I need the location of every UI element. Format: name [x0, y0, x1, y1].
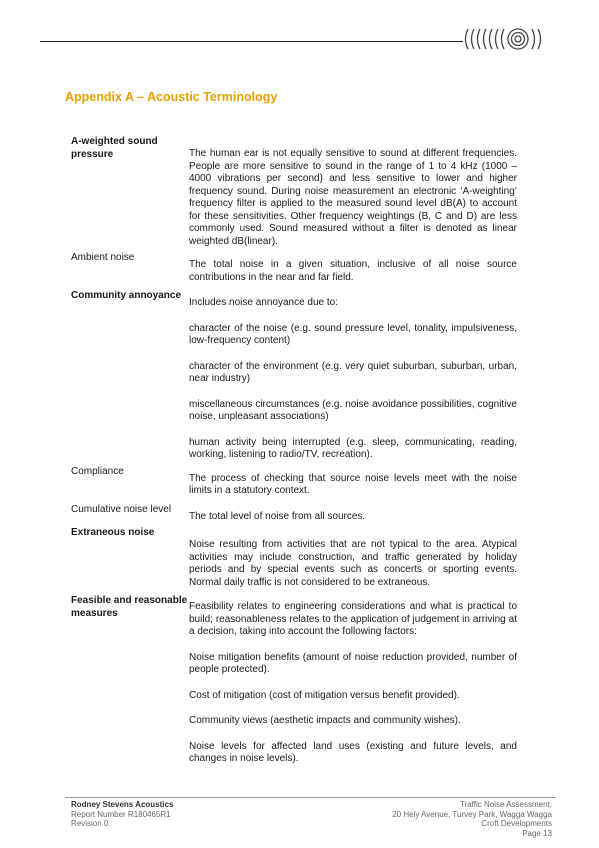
- definition-paragraph: human activity being interrupted (e.g. sleep, communicating, reading, working, listening to radio/TV, recreation).: [189, 436, 517, 460]
- terminology-entry: [71, 252, 517, 284]
- terminology-entry: [71, 290, 517, 462]
- footer-report-number: Report Number R180465R1: [71, 809, 171, 819]
- footer-client: Croft Developments: [481, 819, 552, 829]
- definition-paragraph: Noise resulting from activities that are not typical to the area. Atypical activities may include construction, and traffic generated by holiday periods and by special events such as concerts or sporting events. Normal daily traffic is not considered to be extraneous.: [189, 539, 517, 588]
- term: Compliance: [71, 465, 124, 477]
- definition: [189, 136, 517, 248]
- definition: [189, 466, 517, 498]
- definition-paragraph: miscellaneous circumstances (e.g. noise avoidance possibilities, cognitive noise, unpleasant associations): [189, 398, 517, 422]
- definition: [189, 527, 517, 589]
- term: Feasible and reasonable measures: [71, 595, 188, 619]
- footer-page-number: Page 13: [522, 828, 552, 838]
- definition-paragraph: character of the environment (e.g. very quiet suburban, suburban, urban, near industry): [189, 360, 517, 384]
- definition-paragraph: Includes noise annoyance due to:: [189, 297, 338, 308]
- terminology-list: [71, 136, 517, 766]
- footer-company: Rodney Stevens Acoustics: [71, 800, 174, 809]
- definition-paragraph: Feasibility relates to engineering considerations and what is practical to build; reasonableness relates to the application of judgement in arriving at a decision, taking into account the following factors:: [189, 601, 517, 637]
- definition: [189, 504, 517, 524]
- definition: [189, 252, 517, 284]
- terminology-entry: [71, 595, 517, 766]
- footer-revision: Revision 0: [71, 819, 109, 829]
- definition-paragraph: character of the noise (e.g. sound pressure level, tonality, impulsiveness, low-frequency content): [189, 322, 517, 346]
- term: Ambient noise: [71, 252, 135, 263]
- term: A-weighted sound pressure: [71, 136, 158, 160]
- definition-paragraph: Community views (aesthetic impacts and community wishes).: [189, 715, 461, 726]
- definition: [189, 290, 517, 462]
- footer-left: [71, 800, 173, 829]
- term: Cumulative noise level: [71, 503, 172, 515]
- definition-paragraph: The total level of noise from all sources.: [189, 510, 366, 522]
- definition-paragraph: Noise mitigation benefits (amount of noise reduction provided, number of people protected).: [189, 651, 517, 675]
- sound-waves-logo-icon: [460, 24, 546, 54]
- terminology-entry: [71, 527, 517, 589]
- footer-rule: [65, 797, 556, 798]
- definition-paragraph: The process of checking that source noise levels meet with the noise limits in a statutory context.: [189, 472, 517, 496]
- definition: [189, 595, 517, 766]
- footer-address: 20 Hely Avenue, Turvey Park, Wagga Wagga: [392, 809, 552, 819]
- terminology-entry: [71, 504, 517, 524]
- appendix-title: Appendix A – Acoustic Terminology: [65, 90, 278, 104]
- definition-paragraph: Cost of mitigation (cost of mitigation versus benefit provided).: [189, 689, 460, 701]
- term: Community annoyance: [71, 290, 182, 301]
- footer-right: [392, 800, 552, 838]
- terminology-entry: [71, 136, 517, 248]
- footer-doc-title: Traffic Noise Assessment,: [459, 800, 552, 809]
- term: Extraneous noise: [71, 527, 155, 538]
- header-rule: [40, 41, 463, 42]
- definition-paragraph: The total noise in a given situation, inclusive of all noise source contributions in the near and far field.: [189, 259, 517, 283]
- terminology-entry: [71, 466, 517, 498]
- definition-paragraph: Noise levels for affected land uses (existing and future levels, and changes in noise levels).: [189, 740, 517, 764]
- definition-paragraph: The human ear is not equally sensitive to sound at different frequencies. People are more sensitive to sound in the range of 1 to 4 kHz (1000 – 4000 vibrations per second) and less sensitive to lower and higher frequency sound. During noise measurement an electronic ‘A-weighting’ frequency filter is applied to the measured sound level dB(A) to account for these sensitivities. Other frequency weightings (B, C and D) are less commonly used. Sound measured without a filter is denoted as linear weighted dB(linear).: [189, 148, 517, 247]
